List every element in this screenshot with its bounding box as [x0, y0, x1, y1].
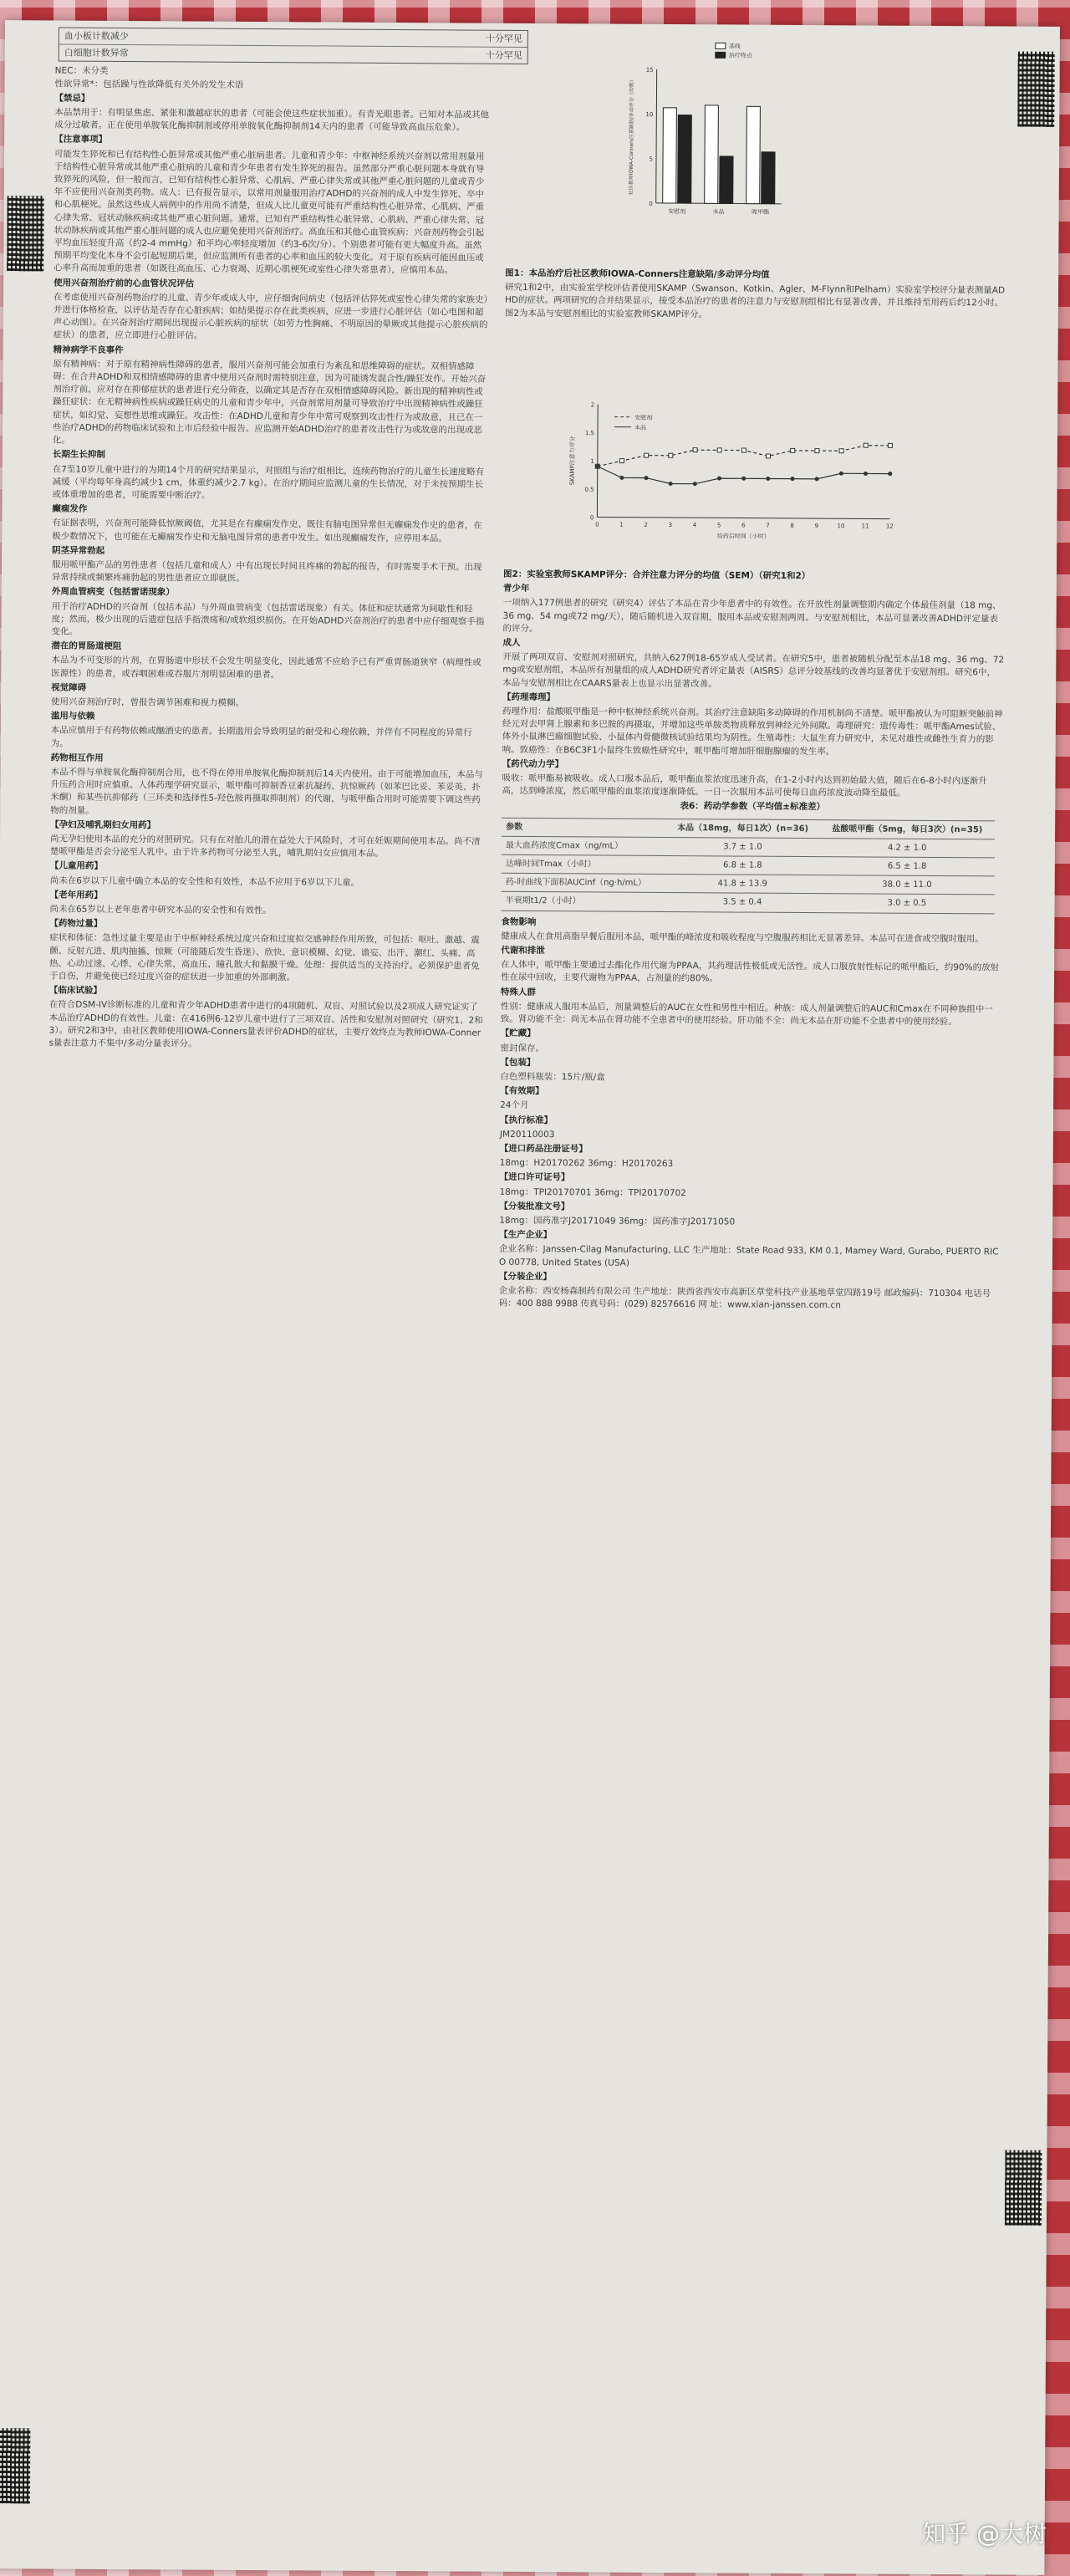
- data-point: [815, 449, 819, 453]
- data-point: [864, 443, 868, 447]
- x-tick-label: 本品: [712, 208, 725, 216]
- figure1-title: 图1：本品治疗后社区教师IOWA-Conners注意缺陷/多动评分均值: [505, 268, 770, 280]
- y-axis: [597, 404, 598, 517]
- section: 【进口许可证号】 18mg：TPI20170701 36mg：TPI20170702: [499, 1172, 686, 1198]
- data-point: [645, 453, 649, 457]
- x-tick-label: 10: [837, 523, 845, 530]
- data-point: [839, 472, 843, 476]
- data-point: [766, 477, 770, 481]
- legend-label: 基线: [728, 43, 741, 50]
- section: 癫痫发作 有证据表明，兴奋剂可能降低惊厥阈值，尤其是在有癫痫发作史、既往有脑电图异常但无癫痫发作史的患者，在极少数情况下，也可能在无癫痫发作史和无脑电图异常的患者中发生。如出现癫痫发作，应停用本品。: [52, 503, 482, 543]
- bar: [746, 106, 761, 203]
- x-tick-label: 3: [668, 522, 673, 529]
- series-line: [598, 467, 890, 485]
- y-tick-label: 0: [649, 200, 653, 207]
- data-point: [839, 449, 843, 453]
- section: 【药理毒理】 药理作用：盐酸哌甲酯是一种中枢神经系统兴奋剂。其治疗注意缺陷多动障碍的作用机制尚不清楚。哌甲酯被认为可阻断突触前神经元对去甲肾上腺素和多巴胺的再摄取，并增加这些单胺类物质释放到神经元外间隙。毒理研究：遗传毒性：哌甲酯Ames试验、体外小鼠淋巴瘤细胞试验、小鼠体内骨髓微核试验结果均为阴性。生殖毒性：大鼠生育力研究中，未见对雄性或雌性生育力的影响。致癌性：在B6C3F1小鼠终生致癌性研究中，哌甲酯可增加肝细胞腺瘤的发生率。: [502, 691, 1003, 757]
- x-tick-label: 12: [885, 523, 894, 530]
- bar: [762, 152, 775, 204]
- section: 视觉障碍 使用兴奋剂治疗时，曾报告调节困难和视力模糊。: [50, 682, 245, 708]
- section: 【禁忌】 本品禁用于：有明显焦虑、紧张和激越症状的患者（可能会使这些症状加重）。有青光眼患者。已知对本品或其他成分过敏者。正在使用单胺氧化酶抑制剂或停用单胺氧化酶抑制剂14天内的患者（可能导致高血压危象）。: [54, 93, 490, 133]
- section: 【进口药品注册证号】 18mg：H20170262 36mg：H20170263: [499, 1143, 674, 1170]
- data-point: [669, 453, 673, 457]
- x-tick-label: 9: [814, 523, 819, 530]
- section: 【有效期】 24个月: [500, 1085, 544, 1111]
- y-tick-label: 10: [645, 111, 654, 119]
- section: 药物相互作用 本品不得与单胺氧化酶抑制剂合用，也不得在停用单胺氧化酶抑制剂后14天内使用。由于可能增加血压，本品与升压药合用时应慎重。人体药理学研究显示，哌甲酯可抑制香豆素抗凝药、抗惊厥药（如苯巴比妥、苯妥英、扑米酮）和某些抗抑郁药（三环类和选择性5-羟色胺再摄取抑制剂）的代谢，与哌甲酯合用时可能需要下调这些药物的剂量。: [50, 752, 483, 816]
- data-point: [766, 454, 770, 458]
- x-tick-label: 2: [644, 521, 648, 528]
- y-axis: [656, 69, 657, 203]
- left-column: [48, 21, 522, 1053]
- section: 潜在的胃肠道梗阻 本品为不可变形的片剂，在胃肠道中形状不会发生明显变化，因此通常不应给予已有严重胃肠道狭窄（病理性或医源性）的患者，或吞咽困难或吞服片剂明显困难的患者。: [51, 640, 482, 680]
- data-point: [741, 448, 746, 452]
- x-tick-label: 1: [619, 521, 624, 528]
- y-tick-label: 15: [645, 66, 654, 74]
- legend-swatch: [716, 43, 726, 48]
- section: 【分装批准文号】 18mg：国药准字J20171049 36mg：国药准字J20171050: [499, 1201, 736, 1227]
- section: 精神病学不良事件 原有精神病：对于原有精神病性障碍的患者，服用兴奋剂可能会加重行为紊乱和思维障碍的症状。双相情感障碍：在合并ADHD和双相情感障碍的患者中使用兴奋剂时需特别注意，因为可能诱发混合性/躁狂发作。开始兴奋剂治疗前，应对存在抑郁症状的患者进行充分筛查，以确定其是否存在双相情感障碍风险。新出现的精神病性或躁狂症状：在无精神病性疾病或躁狂病史的儿童和青少年中，兴奋剂常用剂量可导致治疗中出现精神病性或躁狂症状，如幻觉、妄想性思维或躁狂。攻击性：在ADHD儿童和青少年中常可观察到攻击性行为或敌意，且已在一些治疗ADHD的药物临床试验和上市后经验中报告。应监测开始ADHD治疗的患者攻击性行为或敌意的出现或恶化。: [52, 344, 487, 446]
- section: 使用兴奋剂治疗前的心血管状况评估 在考虑使用兴奋剂药物治疗的儿童、青少年或成人中，应仔细询问病史（包括评估猝死或室性心律失常的家族史）并进行体格检查，以评估是否存在心脏疾病；如结果提示存在此类疾病，应进一步进行心脏评估（如心电图和超声心动图）。在兴奋剂治疗期间出现提示心脏疾病的症状（如劳力性胸痛、不明原因的晕厥或其他提示心脏疾病的症状）的患者，应立即进行心脏评估。: [53, 278, 488, 342]
- section: 【贮藏】 密封保存。: [500, 1028, 545, 1053]
- section: 滥用与依赖 本品应慎用于有药物依赖或酗酒史的患者。长期滥用会导致明显的耐受和心理依赖，并伴有不同程度的异常行为。: [50, 711, 472, 749]
- y-tick-label: 0: [589, 514, 594, 522]
- x-tick-label: 8: [790, 522, 794, 529]
- section: 【老年用药】 尚未在65岁以上老年患者中研究本品的安全性和有效性。: [49, 890, 272, 916]
- table-row: 药-时曲线下面积AUCinf（ng·h/mL） 41.8 ± 13.9 38.0 ± 11.0: [502, 874, 995, 895]
- section: 【执行标准】 JM20110003: [499, 1115, 555, 1140]
- section: 【药代动力学】 吸收：哌甲酯易被吸收。成人口服本品后，哌甲酯血浆浓度迅速升高，在1-2小时内达到初始最大值，随后在6-8小时内逐渐升高，达到峰浓度，然后哌甲酯的血浆浓度逐渐降低。一日一次服用本品可使每日血药浓度波动降至最低。: [502, 758, 987, 798]
- data-point: [790, 477, 794, 481]
- data-point: [717, 448, 721, 452]
- section: 阴茎异常勃起 服用哌甲酯产品的男性患者（包括儿童和成人）中有出现长时间且疼痛的勃起的报告，有时需要手术干预。出现异常持续或频繁疼痛勃起的男性患者应立即就医。: [51, 545, 482, 584]
- y-axis-label: 社区教师IOWA-Conners注意缺陷/多动评分（均数）: [628, 77, 635, 196]
- x-tick-label: 安慰剂: [668, 207, 686, 216]
- table-row: 达峰时间Tmax（小时） 6.8 ± 1.8 6.5 ± 1.8: [502, 854, 995, 876]
- bar: [663, 108, 677, 203]
- data-point: [645, 476, 649, 480]
- package-insert-sheet: [0, 20, 1060, 2575]
- y-tick-label: 0.5: [584, 486, 594, 493]
- x-axis-label: 给药后时间（小时）: [716, 533, 770, 540]
- barcode-left-top: [7, 196, 44, 271]
- section: 【药物过量】 症状和体征：急性过量主要是由于中枢神经系统过度兴奋和过度拟交感神经作用所致，可包括：呕吐、激越、震颤、反射亢进、肌肉抽搐、惊厥（可能随后发生昏迷）、欣快、意识模糊、幻觉、谵妄、出汗、潮红、头痛、高热、心动过速、心悸、心律失常、高血压、瞳孔散大和黏膜干燥。处理：提供适当的支持治疗。必须保护患者免于自伤，并避免使已经过度兴奋的症状进一步加重的外部刺激。: [48, 918, 480, 983]
- x-tick-label: 6: [741, 522, 746, 529]
- x-tick-label: 4: [692, 522, 697, 529]
- series-line: [598, 444, 890, 468]
- y-tick-label: 1: [590, 457, 594, 465]
- section: 成人 开展了两项双盲、安慰剂对照研究，共纳入627例18-65岁成人受试者。在研究5中，患者被随机分配至本品18 mg、36 mg、72 mg或安慰剂组，本品所有剂量组的成人ADHD研究者评定量表（AISRS）总评分较基线的改善均显著优于安慰剂组。研究6中，本品与安慰剂相比在CAARS量表上也显示出显著改善。: [502, 637, 1005, 689]
- data-point: [693, 482, 697, 486]
- section: 长期生长抑制 在7至10岁儿童中进行的为期14个月的研究结果显示，对照组与治疗组相比，连续药物治疗的儿童生长速度略有减缓（平均每年身高约减少1 cm，体重约减少2.7 kg）。在治疗期间应监测儿童的生长情况，对于未按预期生长或体重增加的患者，可能需要中断治疗。: [52, 449, 485, 501]
- legend-label: 本品: [634, 424, 647, 431]
- watermark: 知乎 @大树: [922, 2520, 1047, 2548]
- section: 【注意事项】 可能发生猝死和已有结构性心脏异常或其他严重心脏病患者。儿童和青少年：中枢神经系统兴奋剂以常用剂量用于结构性心脏异常或其他严重心脏病的儿童和青少年患者有发生猝死的报告。虽然部分严重心脏问题本身就有导致猝死的风险，但一般而言，已知有结构性心脏异常、心肌病、严重心律失常或其他严重心脏问题的儿童或青少年不应使用兴奋剂类药物。成人：已有报告显示，以常用剂量服用治疗ADHD的兴奋剂的成人中发生猝死、卒中和心肌梗死。虽然这些成人病例中的作用尚不清楚，但成人比儿童更可能有严重结构性心脏异常、心肌病、严重心律失常、冠状动脉疾病或其他严重心脏问题。通常，已知有严重结构性心脏异常、心肌病、严重心律失常、冠状动脉疾病或其他严重心脏问题的成人也应避免使用兴奋剂治疗。高血压和其他心血管疾病：兴奋剂药物会引起平均血压轻度升高（约2-4 mmHg）和平均心率轻度增加（约3-6次/分）。个别患者可能有更大幅度升高。虽然预期平均变化本身不会引起短期后果，但应监测所有患者的心率和血压的较大变化。对于原有疾病可能因血压或心率升高而加重的患者（如既往高血压、心力衰竭、近期心肌梗死或室性心律失常患者），应慎用本品。: [54, 134, 485, 276]
- pk-parameters-table: [502, 817, 996, 914]
- figure2-caption: 图2：实验室教师SKAMP评分：合并注意力评分的均值（SEM）（研究1和2）: [502, 569, 811, 582]
- data-point: [888, 443, 892, 447]
- data-point: [669, 482, 673, 486]
- section: 【包装】 白色塑料瓶装：15片/瓶/盒: [500, 1057, 605, 1083]
- data-point: [791, 448, 795, 452]
- figure1-bar-chart: [622, 36, 791, 263]
- figure2-line-chart: [563, 391, 899, 560]
- box-row: 白细胞计数异常 十分罕见: [64, 47, 522, 62]
- section: 特殊人群 性别：健康成人服用本品后，剂量调整后的AUC在女性和男性中相近。种族：成人剂量调整后的AUC和Cmax在不同种族组中一致。肾功能不全：尚无本品在肾功能不全患者中的使用经验。肝功能不全：尚无本品在肝功能不全患者中的使用经验。: [500, 987, 993, 1028]
- x-tick-label: 哌甲酯: [752, 208, 770, 216]
- section: 【儿童用药】 尚未在6岁以下儿童中确立本品的安全性和有效性，本品不应用于6岁以下儿童。: [49, 860, 360, 888]
- bar: [705, 105, 719, 203]
- x-axis: [597, 517, 889, 518]
- figure1-caption: 研究1和2中，由实验室学校评估者使用SKAMP（Swanson、Kotkin、Agler、M-Flynn和Pelham）实验室学校评分量表测量ADHD的症状。两项研究的合并结果显示，接受本品治疗的患者的注意力与安慰剂组相比有显著改善，并且维持至用药后约12小时。图2为本品与安慰剂相比的实验室教师SKAMP评分。: [504, 283, 1006, 319]
- table6-title: 表6：药动学参数（平均值±标准差）: [680, 801, 826, 813]
- x-tick-label: 7: [766, 522, 770, 529]
- table-row: 半衰期t1/2（小时） 3.5 ± 0.4 3.0 ± 0.5: [502, 892, 995, 914]
- legend-label: 治疗终点: [728, 52, 752, 59]
- note-line: NEC：未分类: [54, 65, 109, 77]
- bar: [720, 156, 733, 204]
- barcode-right-bottom: [1005, 2150, 1042, 2226]
- table-header-row: 参数 本品（18mg，每日1次）(n=36) 盐酸哌甲酯（5mg，每日3次）(n=35): [502, 818, 995, 839]
- section: 外周血管病变（包括雷诺现象） 用于治疗ADHD的兴奋剂（包括本品）与外周血管病变（包括雷诺现象）有关。体征和症状通常为间歇性和轻度；然而，极少出现的后遗症包括手指溃疡和/或软组织损伤。在开始ADHD兴奋剂治疗的患者中应仔细观察手指变化。: [51, 586, 485, 637]
- adverse-frequency-box: [59, 28, 528, 65]
- figure1-caption-block: [505, 266, 1006, 323]
- bar: [678, 115, 692, 203]
- table-row: 最大血药浓度Cmax（ng/mL） 3.7 ± 1.0 4.2 ± 1.0: [502, 836, 995, 858]
- y-tick-label: 1.5: [584, 430, 595, 437]
- section: 食物影响 健康成人在食用高脂早餐后服用本品，哌甲酯的峰浓度和吸收程度与空腹服药相比无显著差异。本品可在进食或空腹时服用。: [501, 916, 984, 945]
- right-column: [499, 567, 1005, 1314]
- x-tick-label: 5: [716, 522, 721, 529]
- section: 【生产企业】 企业名称：Janssen-Cilag Manufacturing, LLC 生产地址：State Road 933, KM 0.1, Mamey Ward, Gurabo, PUERTO RICO 00778, United States (USA): [498, 1229, 999, 1268]
- legend-swatch: [716, 52, 726, 58]
- data-point: [864, 472, 868, 476]
- data-point: [595, 464, 599, 468]
- data-point: [717, 477, 721, 481]
- note-line: 性欲异常*：包括躁与性欲降低有关外的发生术语: [54, 79, 244, 90]
- y-tick-label: 2: [590, 401, 595, 409]
- data-point: [619, 459, 624, 463]
- data-point: [815, 477, 819, 481]
- section: 青少年 一项纳入177例患者的研究（研究4）评估了本品在青少年患者中的有效性。在开放性剂量调整期内确定个体最佳剂量（18 mg、36 mg、54 mg或72 mg/天），随后随机进入双盲期，服用本品或安慰剂两周。与安慰剂相比，本品可显著改善ADHD评定量表的评分。: [502, 584, 1001, 634]
- data-point: [888, 472, 892, 476]
- data-point: [693, 448, 697, 452]
- y-axis-label: SKAMP注意力评分: [568, 436, 576, 486]
- section: 【临床试验】 在符合DSM-IV诊断标准的儿童和青少年ADHD患者中进行的4项随机、双盲、对照试验以及2项成人研究证实了本品治疗ADHD的有效性。儿童：在416例6-12岁儿童中进行了三项双盲、活性和安慰剂对照研究（研究1、2和3）。研究2和3中，由社区教师使用IOWA-Conners量表评价ADHD的症状，主要疗效终点为教师IOWA-Conners量表注意力不集中/多动分量表评分。: [48, 985, 483, 1049]
- y-tick-label: 5: [649, 156, 654, 163]
- box-row: 血小板计数减少 十分罕见: [59, 28, 527, 48]
- x-tick-label: 0: [595, 521, 599, 528]
- legend-label: 安慰剂: [634, 414, 653, 421]
- barcode-right-top: [1017, 52, 1055, 127]
- section: 【孕妇及哺乳期妇女用药】 尚无孕妇使用本品的充分的对照研究。只有在对胎儿的潜在益处大于风险时，才可在妊娠期间使用本品。尚不清楚哌甲酯是否会分泌至人乳中。由于许多药物可分泌至人乳，哺乳期妇女应慎用本品。: [49, 819, 481, 860]
- data-point: [619, 476, 624, 480]
- section: 代谢和排泄 在人体中，哌甲酯主要通过去酯化作用代谢为PPAA，其药理活性极低或无活性。成人口服放射性标记的哌甲酯后，约90%的放射性在尿中回收，主要代谢物为PPAA，占剂量的约80%。: [500, 945, 1000, 984]
- x-tick-label: 11: [861, 523, 869, 530]
- barcode-left-bottom: [0, 2428, 30, 2503]
- data-point: [741, 477, 746, 481]
- section: 【分装企业】 企业名称：西安杨森制药有限公司 生产地址：陕西省西安市高新区草堂科技产业基地草堂四路19号 邮政编码：710304 电话号码：400 888 9988 传真号码：(029) 82576616 网 址：www.xian-janssen.com.cn: [498, 1271, 991, 1311]
